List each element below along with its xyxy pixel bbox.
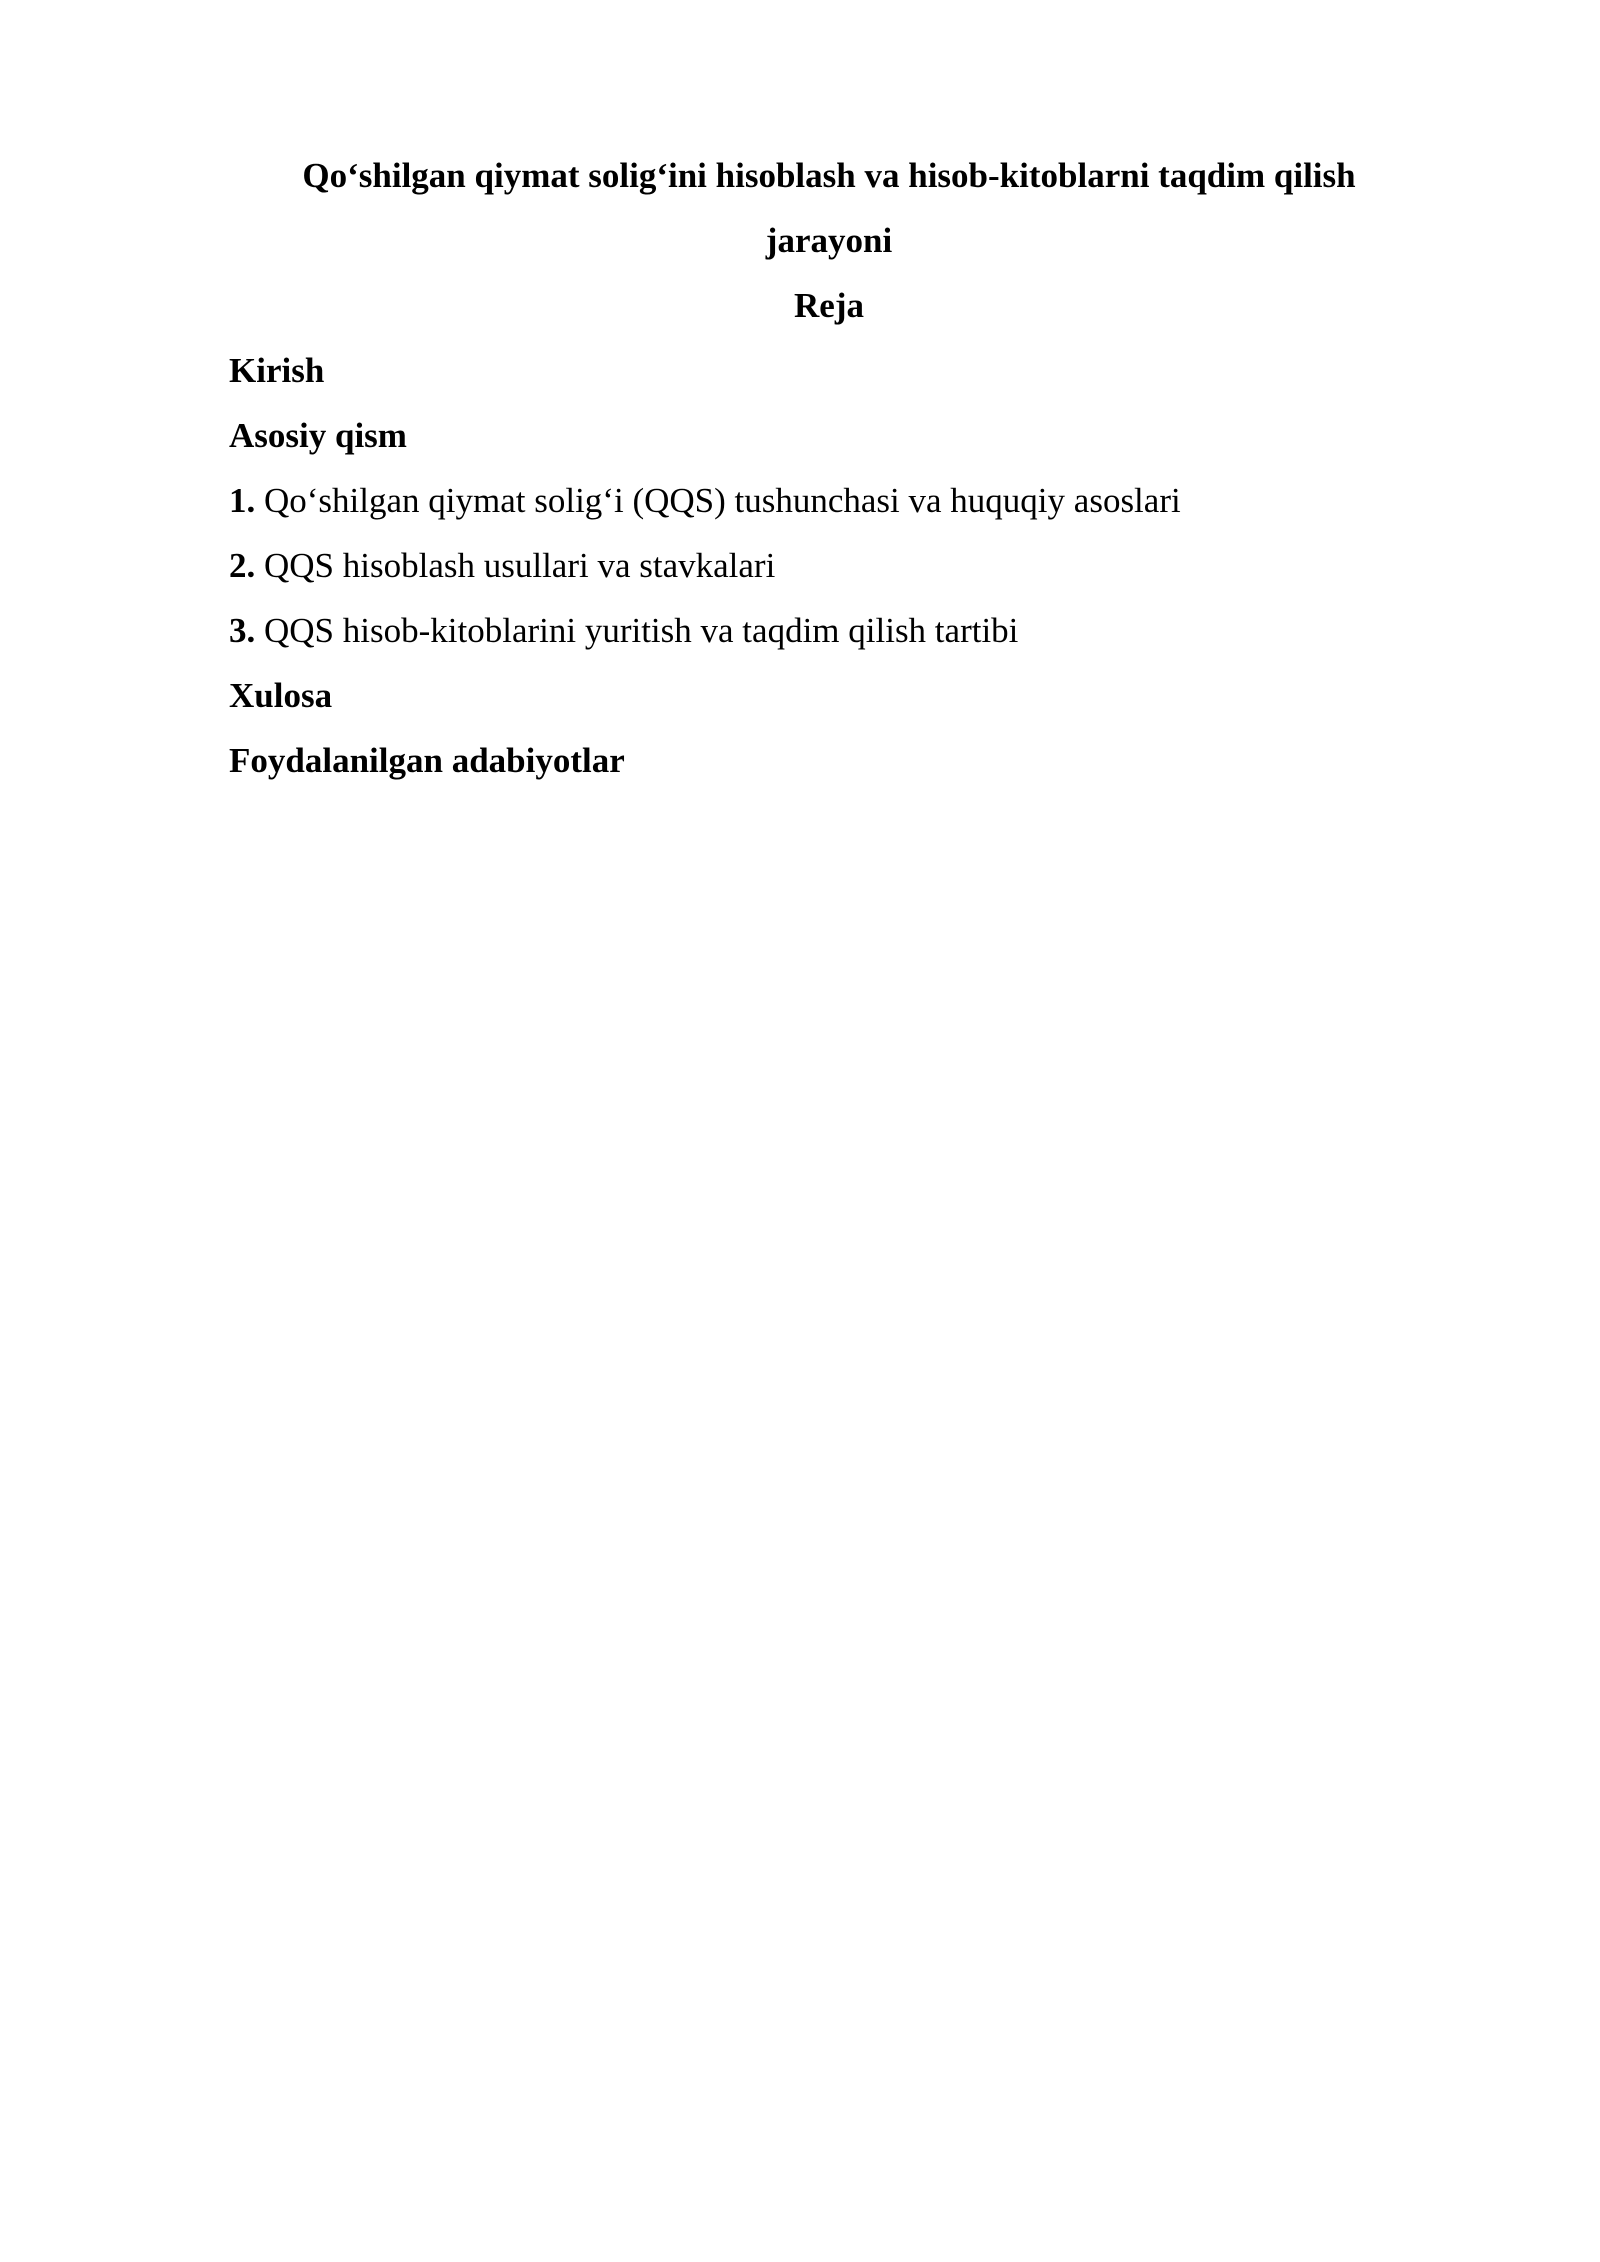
outline-item-text: Qo‘shilgan qiymat solig‘i (QQS) tushunchasi va huquqiy asoslari: [255, 481, 1181, 520]
outline-item-1: [229, 468, 1429, 533]
document-content: [229, 143, 1429, 793]
document-title: [229, 143, 1429, 273]
plan-heading: Reja: [794, 286, 864, 325]
intro-heading: Kirish: [229, 351, 325, 390]
outline-list: [229, 468, 1429, 663]
outline-item-number: 1.: [229, 481, 256, 520]
outline-item-3: [229, 598, 1429, 663]
conclusion-heading: Xulosa: [229, 676, 333, 715]
references-heading: Foydalanilgan adabiyotlar: [229, 741, 625, 780]
outline-item-number: 2.: [229, 546, 256, 585]
main-part-heading: Asosiy qism: [229, 416, 407, 455]
outline-item-text: QQS hisob-kitoblarini yuritish va taqdim qilish tartibi: [255, 611, 1019, 650]
outline-item-number: 3.: [229, 611, 256, 650]
document-title-line-2: jarayoni: [765, 221, 893, 260]
outline-item-text: QQS hisoblash usullari va stavkalari: [255, 546, 776, 585]
document-title-line-1: Qo‘shilgan qiymat solig‘ini hisoblash va hisob-kitoblarni taqdim qilish: [302, 156, 1356, 195]
outline-item-2: [229, 533, 1429, 598]
